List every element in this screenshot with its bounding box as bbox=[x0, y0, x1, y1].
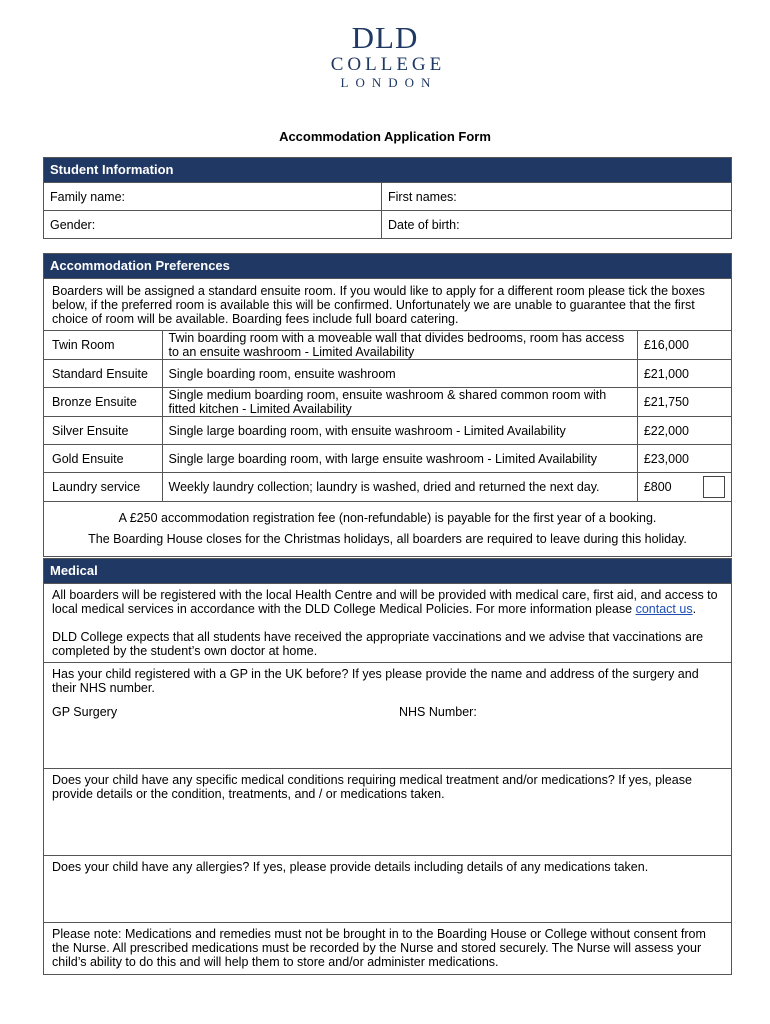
laundry-checkbox[interactable] bbox=[703, 476, 725, 498]
room-row-twin bbox=[44, 331, 731, 360]
room-name: Silver Ensuite bbox=[44, 417, 162, 445]
conditions-question: Does your child have any specific medical conditions requiring medical treatment and/or medications? If yes, please provide details or the condition, treatments, and / or medications taken. bbox=[52, 773, 692, 801]
accommodation-heading: Accommodation Preferences bbox=[44, 254, 731, 278]
room-row-laundry bbox=[44, 473, 731, 501]
room-tick-cell[interactable] bbox=[695, 360, 731, 388]
student-info-section bbox=[43, 157, 732, 239]
gender-field[interactable]: Gender: bbox=[44, 211, 382, 238]
college-logo bbox=[0, 22, 770, 90]
room-row-silver bbox=[44, 417, 731, 445]
room-price: £16,000 bbox=[637, 331, 695, 360]
room-name: Gold Ensuite bbox=[44, 445, 162, 473]
room-description: Twin boarding room with a moveable wall that divides bedrooms, room has access to an ensuite washroom - Limited Availability bbox=[162, 331, 637, 360]
christmas-closure-note: The Boarding House closes for the Christmas holidays, all boarders are required to leave during this holiday. bbox=[88, 531, 687, 546]
room-description: Single large boarding room, with large ensuite washroom - Limited Availability bbox=[162, 445, 637, 473]
room-price: £22,000 bbox=[637, 417, 695, 445]
accommodation-intro: Boarders will be assigned a standard ensuite room. If you would like to apply for a different room please tick the boxes below, if the preferred room is available this will be confirmed. Unfortunately we are unable to guarantee that the first choice of room will be available. Boarding fees include full board catering. bbox=[44, 278, 731, 330]
room-tick-cell[interactable] bbox=[695, 388, 731, 417]
gp-surgery-field[interactable]: GP Surgery bbox=[52, 705, 118, 719]
room-name: Laundry service bbox=[44, 473, 162, 501]
room-price: £23,000 bbox=[637, 445, 695, 473]
room-name: Twin Room bbox=[44, 331, 162, 360]
room-price: £800 bbox=[637, 473, 695, 501]
name-row bbox=[44, 182, 731, 210]
accommodation-notes bbox=[44, 501, 731, 556]
room-description: Single large boarding room, with ensuite washroom - Limited Availability bbox=[162, 417, 637, 445]
medical-para-2: DLD College expects that all students have received the appropriate vaccinations and we advise that vaccinations are completed by the student’s own doctor at home. bbox=[52, 630, 704, 658]
form-title: Accommodation Application Form bbox=[279, 129, 491, 144]
allergies-block[interactable] bbox=[44, 855, 731, 922]
dob-field[interactable]: Date of birth: bbox=[388, 218, 460, 232]
medical-section bbox=[43, 558, 732, 975]
room-description: Single boarding room, ensuite washroom bbox=[162, 360, 637, 388]
accommodation-section bbox=[43, 253, 732, 557]
room-name: Standard Ensuite bbox=[44, 360, 162, 388]
room-tick-cell[interactable] bbox=[695, 417, 731, 445]
logo-line-3: LONDON bbox=[340, 75, 438, 90]
medications-note: Please note: Medications and remedies must not be brought in to the Boarding House or College without consent from the Nurse. All prescribed medications must be recorded by the Nurse and stored securely. The Nurse will assess your child’s ability to do this and will help them to store and/or administer medications. bbox=[52, 927, 706, 969]
room-row-standard bbox=[44, 360, 731, 388]
room-row-bronze bbox=[44, 388, 731, 417]
room-tick-cell[interactable] bbox=[695, 445, 731, 473]
contact-us-link[interactable]: contact us bbox=[635, 602, 693, 616]
medications-note-block bbox=[44, 922, 731, 974]
medical-para-1 bbox=[52, 588, 723, 616]
room-name: Bronze Ensuite bbox=[44, 388, 162, 417]
medical-info-block bbox=[44, 583, 731, 662]
family-name-field[interactable]: Family name: bbox=[44, 183, 382, 210]
room-price: £21,000 bbox=[637, 360, 695, 388]
gender-dob-row bbox=[44, 210, 731, 238]
room-description: Weekly laundry collection; laundry is washed, dried and returned the next day. bbox=[162, 473, 637, 501]
logo-line-1: DLD bbox=[351, 20, 419, 55]
nhs-number-field[interactable]: NHS Number: bbox=[399, 705, 477, 719]
room-row-gold bbox=[44, 445, 731, 473]
gp-block bbox=[44, 662, 731, 768]
registration-fee-note: A £250 accommodation registration fee (non-refundable) is payable for the first year of a booking. bbox=[118, 510, 657, 525]
gp-question: Has your child registered with a GP in the UK before? If yes please provide the name and address of the surgery and their NHS number. bbox=[52, 667, 699, 695]
allergies-question: Does your child have any allergies? If yes, please provide details including details of any medications taken. bbox=[52, 860, 649, 874]
room-tick-cell[interactable] bbox=[695, 331, 731, 360]
room-options-table bbox=[44, 330, 731, 501]
gp-fields-row bbox=[52, 705, 723, 719]
room-tick-cell bbox=[695, 473, 731, 501]
room-description: Single medium boarding room, ensuite washroom & shared common room with fitted kitchen - Limited Availability bbox=[162, 388, 637, 417]
logo-line-2: COLLEGE bbox=[330, 54, 446, 75]
medical-para-1-end: . bbox=[692, 602, 697, 616]
medical-para-1-text: All boarders will be registered with the local Health Centre and will be provided with medical care, first aid, and access to local medical services in accordance with the DLD College Medical Policies. For more information please bbox=[52, 588, 718, 616]
first-names-field[interactable]: First names: bbox=[388, 190, 457, 204]
student-info-heading: Student Information bbox=[44, 158, 731, 182]
medical-heading: Medical bbox=[44, 559, 731, 583]
conditions-block[interactable] bbox=[44, 768, 731, 855]
room-price: £21,750 bbox=[637, 388, 695, 417]
